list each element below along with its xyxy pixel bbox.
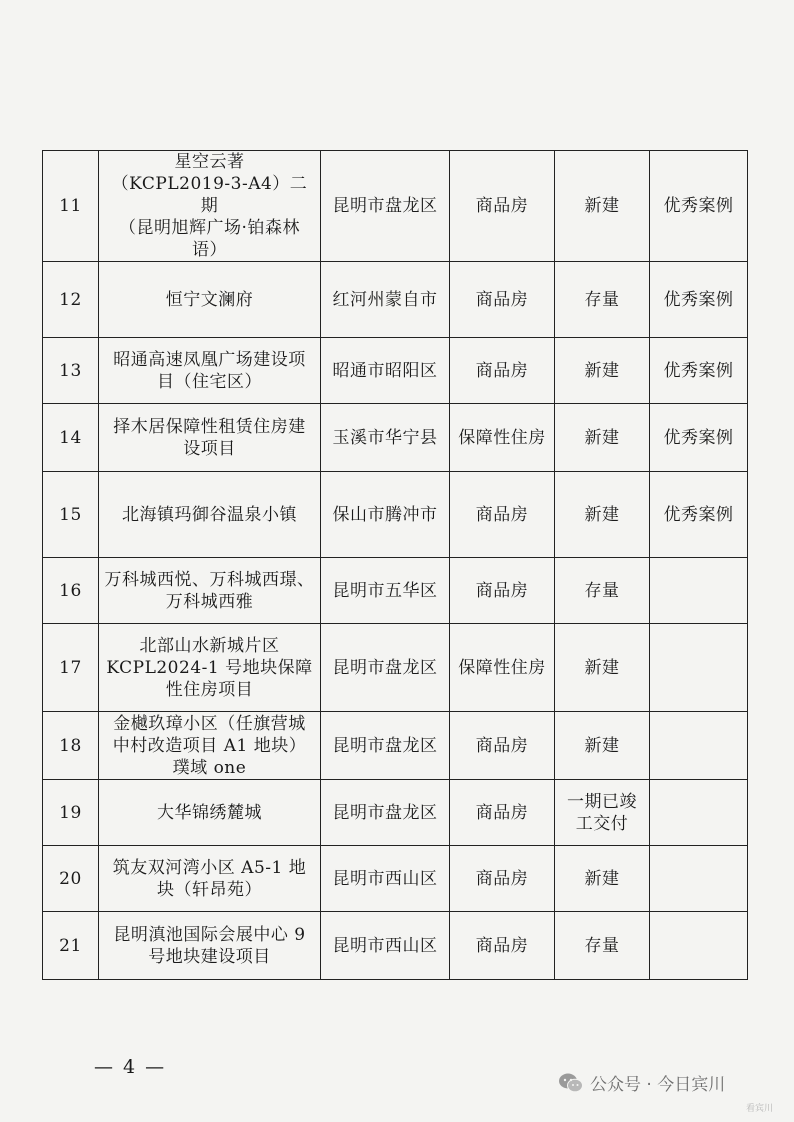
table-row	[43, 404, 748, 472]
cell-housing-type: 商品房	[450, 558, 555, 624]
cell-housing-type: 商品房	[450, 712, 555, 780]
cell-housing-type: 保障性住房	[450, 404, 555, 472]
wechat-icon	[558, 1072, 584, 1094]
cell-location: 玉溪市华宁县	[321, 404, 450, 472]
cell-location: 昆明市西山区	[321, 912, 450, 980]
cell-project-name: 北部山水新城片区 KCPL2024-1 号地块保障 性住房项目	[99, 624, 321, 712]
cell-project-name: 金樾玖璋小区（任旗营城 中村改造项目 A1 地块） 璞域 one	[99, 712, 321, 780]
cell-location: 昆明市西山区	[321, 846, 450, 912]
cell-award: 优秀案例	[650, 338, 748, 404]
cell-award: 优秀案例	[650, 151, 748, 262]
cell-award	[650, 846, 748, 912]
cell-number: 12	[43, 262, 99, 338]
cell-project-name: 筑友双河湾小区 A5-1 地 块（轩昂苑）	[99, 846, 321, 912]
cell-project-name: 恒宁文澜府	[99, 262, 321, 338]
cell-number: 15	[43, 472, 99, 558]
cell-status: 一期已竣 工交付	[555, 780, 650, 846]
table-row	[43, 624, 748, 712]
cell-housing-type: 商品房	[450, 151, 555, 262]
cell-status: 新建	[555, 472, 650, 558]
cell-location: 红河州蒙自市	[321, 262, 450, 338]
table-row	[43, 151, 748, 262]
table-row	[43, 846, 748, 912]
cell-number: 20	[43, 846, 99, 912]
cell-location: 保山市腾冲市	[321, 472, 450, 558]
cell-project-name: 星空云著 （KCPL2019-3-A4）二期 （昆明旭辉广场·铂森林 语）	[99, 151, 321, 262]
page-number: — 4 —	[94, 1056, 167, 1078]
cell-status: 新建	[555, 151, 650, 262]
cell-location: 昆明市盘龙区	[321, 624, 450, 712]
table-row	[43, 780, 748, 846]
cell-number: 14	[43, 404, 99, 472]
cell-status: 新建	[555, 624, 650, 712]
cell-award	[650, 558, 748, 624]
watermark-subtext: 看宾川	[746, 1104, 774, 1114]
cell-location: 昭通市昭阳区	[321, 338, 450, 404]
cell-project-name: 择木居保障性租赁住房建 设项目	[99, 404, 321, 472]
cell-award	[650, 780, 748, 846]
cell-status: 新建	[555, 712, 650, 780]
table-row	[43, 472, 748, 558]
cell-housing-type: 商品房	[450, 472, 555, 558]
cell-status: 新建	[555, 846, 650, 912]
cell-award	[650, 712, 748, 780]
cell-location: 昆明市五华区	[321, 558, 450, 624]
cell-award: 优秀案例	[650, 472, 748, 558]
cell-location: 昆明市盘龙区	[321, 780, 450, 846]
cell-status: 存量	[555, 262, 650, 338]
cell-project-name: 大华锦绣麓城	[99, 780, 321, 846]
cell-status: 新建	[555, 404, 650, 472]
cell-project-name: 万科城西悦、万科城西璟、 万科城西雅	[99, 558, 321, 624]
cell-number: 19	[43, 780, 99, 846]
table-row	[43, 912, 748, 980]
project-table	[42, 150, 748, 980]
cell-award: 优秀案例	[650, 262, 748, 338]
cell-housing-type: 商品房	[450, 338, 555, 404]
cell-project-name: 昆明滇池国际会展中心 9 号地块建设项目	[99, 912, 321, 980]
cell-housing-type: 保障性住房	[450, 624, 555, 712]
table-body	[43, 151, 748, 980]
cell-status: 存量	[555, 558, 650, 624]
cell-project-name: 昭通高速凤凰广场建设项 目（住宅区）	[99, 338, 321, 404]
table-row	[43, 338, 748, 404]
cell-location: 昆明市盘龙区	[321, 151, 450, 262]
cell-status: 存量	[555, 912, 650, 980]
cell-project-name: 北海镇玛御谷温泉小镇	[99, 472, 321, 558]
table-row	[43, 262, 748, 338]
cell-award	[650, 624, 748, 712]
cell-award	[650, 912, 748, 980]
cell-number: 21	[43, 912, 99, 980]
cell-housing-type: 商品房	[450, 846, 555, 912]
cell-status: 新建	[555, 338, 650, 404]
cell-number: 13	[43, 338, 99, 404]
wechat-watermark	[558, 1070, 725, 1095]
cell-location: 昆明市盘龙区	[321, 712, 450, 780]
table-row	[43, 712, 748, 780]
cell-housing-type: 商品房	[450, 262, 555, 338]
table-row	[43, 558, 748, 624]
watermark-text: 公众号 · 今日宾川	[590, 1075, 726, 1095]
cell-award: 优秀案例	[650, 404, 748, 472]
cell-housing-type: 商品房	[450, 780, 555, 846]
cell-number: 11	[43, 151, 99, 262]
cell-number: 16	[43, 558, 99, 624]
cell-housing-type: 商品房	[450, 912, 555, 980]
cell-number: 18	[43, 712, 99, 780]
cell-number: 17	[43, 624, 99, 712]
